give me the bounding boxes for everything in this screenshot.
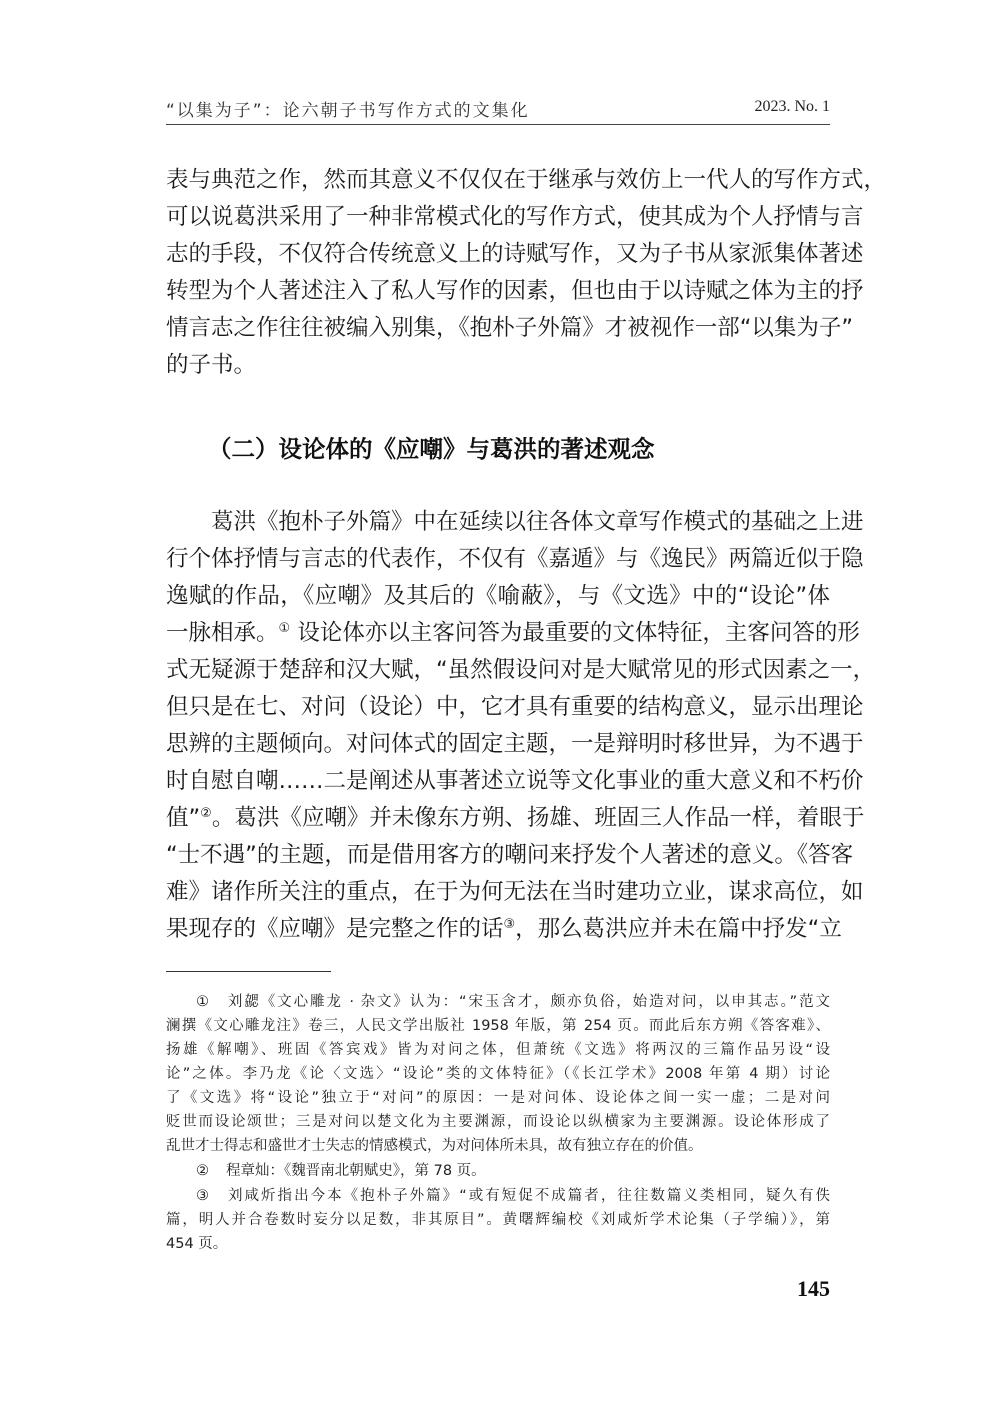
- footnote-ref[interactable]: ①: [278, 621, 291, 636]
- body-line: 思辨的主题倾向。对问体式的固定主题，一是辩明时移世异，为不遇于: [166, 731, 864, 757]
- text-span: 一脉相承。: [166, 620, 279, 646]
- section-heading: （二）设论体的《应嘲》与葛洪的著述观念: [208, 435, 655, 463]
- body-line: [166, 914, 842, 944]
- body-line: 逸赋的作品，《应嘲》及其后的《喻蔽》，与《文选》中的“设论”体: [166, 583, 830, 609]
- body-line: [166, 618, 860, 648]
- text-span: ，那么葛洪应并未在篇中抒发“立: [515, 916, 842, 942]
- footnote-ref[interactable]: ③: [503, 917, 516, 932]
- body-line: 转型为个人著述注入了私人写作的因素，但也由于以诗赋之体为主的抒: [166, 278, 864, 304]
- issue-number: 2023. No. 1: [754, 98, 830, 115]
- running-title: “以集为子”：论六朝子书写作方式的文集化: [166, 101, 530, 121]
- text-span: 设论体亦以主客问答为最重要的文体特征，主客问答的形: [290, 620, 860, 646]
- footnote-ref[interactable]: ②: [200, 806, 212, 821]
- footnote-rule: [166, 971, 331, 972]
- header-rule: [166, 124, 830, 125]
- footnote-line: 454 页。: [166, 1236, 228, 1252]
- text-span: 刘勰《文心雕龙 · 杂文》认为：“宋玉含才，颇亦负俗，始造对问，以申其志。”范文: [226, 994, 830, 1010]
- body-line: “士不遇”的主题，而是借用客方的嘲问来抒发个人著述的意义。《答客: [166, 842, 854, 868]
- footnote-line: 乱世才士得志和盛世才士失志的情感模式，为对问体所未具，故有独立存在的价值。: [166, 1138, 703, 1154]
- body-line: 志的手段，不仅符合传统意义上的诗赋写作，又为子书从家派集体著述: [166, 241, 864, 267]
- body-line: 时自慰自嘲……二是阐述从事著述立说等文化事业的重大意义和不朽价: [166, 768, 864, 794]
- footnote-line: 了《文选》将“设论”独立于“对问”的原因：一是对问体、设论体之间一实一虚；二是对问: [166, 1090, 830, 1106]
- body-line: 的子书。: [166, 352, 257, 378]
- body-line: 可以说葛洪采用了一种非常模式化的写作方式，使其成为个人抒情与言: [166, 204, 864, 230]
- footnote-number: ①: [196, 994, 209, 1010]
- page-number: 145: [797, 1276, 830, 1301]
- footnote-line: 篇，明人并合卷数时妄分以足数，非其原目”。黄曙辉编校《刘咸炘学术论集（子学编）》，第: [166, 1212, 830, 1228]
- footnote-line: 扬雄《解嘲》、班固《答宾戏》皆为对问之体，但萧统《文选》将两汉的三篇作品另设“设: [166, 1042, 830, 1058]
- text-span: 果现存的《应嘲》是完整之作的话: [166, 916, 504, 942]
- body-line: 表与典范之作，然而其意义不仅仅在于继承与效仿上一代人的写作方式，: [166, 167, 887, 193]
- footnote-number: ③: [196, 1188, 209, 1204]
- footnote-line: 论”之体。李乃龙《论〈文选〉“设论”类的文体特征》（《长江学术》2008 年第 4 期）讨论: [166, 1066, 830, 1082]
- body-line: 但只是在七、对问（设论）中，它才具有重要的结构意义，显示出理论: [166, 694, 864, 720]
- footnote-line: 澜撰《文心雕龙注》卷三，人民文学出版社 1958 年版，第 254 页。而此后东方朔《答客难》、: [166, 1018, 830, 1034]
- footnote-line: [196, 1161, 830, 1181]
- text-span: 。葛洪《应嘲》并未像东方朔、扬雄、班固三人作品一样，着眼于: [211, 805, 865, 831]
- body-line: 式无疑源于楚辞和汉大赋，“虽然假设问对是大赋常见的形式因素之一，: [166, 657, 876, 683]
- footnote-number: ②: [196, 1163, 209, 1179]
- body-line: 葛洪《抱朴子外篇》中在延续以往各体文章写作模式的基础之上进: [211, 509, 864, 535]
- footnote-line: 贬世而设论颂世；三是对问以楚文化为主要渊源，而设论以纵横家为主要渊源。设论体形成了: [166, 1114, 830, 1130]
- footnote-line: [196, 992, 830, 1012]
- running-header: [166, 96, 830, 122]
- text-span: 程章灿：《魏晋南北朝赋史》，第 78 页。: [226, 1163, 486, 1179]
- footnote-line: [196, 1186, 830, 1206]
- text-span: 刘咸炘指出今本《抱朴子外篇》“或有短促不成篇者，往往数篇义类相同，疑久有佚: [226, 1188, 830, 1204]
- body-line: [166, 803, 865, 833]
- body-line: 行个体抒情与言志的代表作，不仅有《嘉遁》与《逸民》两篇近似于隐: [166, 546, 864, 572]
- text-span: 值”: [166, 805, 201, 831]
- body-line: 情言志之作往往被编入别集，《抱朴子外篇》才被视作一部“以集为子”: [166, 315, 854, 341]
- body-line: 难》诸作所关注的重点，在于为何无法在当时建功立业，谋求高位，如: [166, 879, 864, 905]
